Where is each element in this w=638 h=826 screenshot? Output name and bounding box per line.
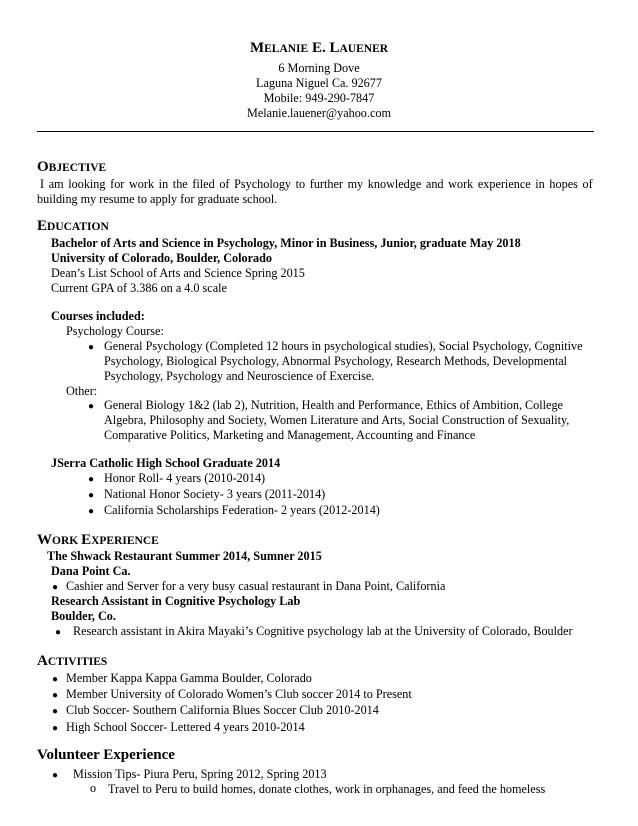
other-courses-line-2: Algebra, Philosophy and Society, Women Literature and Arts, Social Construction of Sexuality, <box>104 413 570 427</box>
address-line-1: 6 Morning Dove <box>278 61 360 75</box>
circle-bullet-icon: o <box>90 781 97 795</box>
other-courses-line-1: General Biology 1&2 (lab 2), Nutrition, Health and Performance, Ethics of Ambition, College <box>104 398 563 412</box>
bullet-icon: ● <box>55 627 62 638</box>
education-heading-initial: E <box>37 218 48 234</box>
job-1-title: The Shwack Restaurant Summer 2014, Sumner 2015 <box>47 549 322 563</box>
high-school-item: California Scholarships Federation- 2 years (2012-2014) <box>104 503 380 517</box>
volunteer-sub-item: Travel to Peru to build homes, donate clothes, work in orphanages, and feed the homeless <box>108 782 546 796</box>
name-middle: E. <box>308 40 330 56</box>
degree-title: Bachelor of Arts and Science in Psychology, Minor in Business, Junior, graduate May 2018 <box>51 236 521 250</box>
objective-line-1: I am looking for work in the filed of Psychology to further my knowledge and work experience in hopes of <box>40 177 593 191</box>
deans-list: Dean’s List School of Arts and Science Spring 2015 <box>51 266 305 280</box>
bullet-icon: ● <box>88 490 95 501</box>
psychology-courses-line-2: Psychology, Biological Psychology, Abnormal Psychology, Research Methods, Developmental <box>104 354 568 368</box>
high-school-title: JSerra Catholic High School Graduate 2014 <box>51 456 281 470</box>
work-heading-rest-2: XPERIENCE <box>91 535 159 547</box>
bullet-icon: ● <box>52 770 59 781</box>
bullet-icon: ● <box>88 506 95 517</box>
work-heading-rest: ORK <box>52 535 82 547</box>
activities-heading-rest: CTIVITIES <box>47 656 108 668</box>
work-heading-initial: W <box>37 532 52 548</box>
mobile-number: Mobile: 949-290-7847 <box>263 91 375 105</box>
bullet-icon: ● <box>52 706 59 717</box>
psychology-courses-line-1: General Psychology (Completed 12 hours in psychological studies), Social Psychology, Cognitive <box>104 339 583 353</box>
email-address: Melanie.lauener@yahoo.com <box>247 106 391 120</box>
other-course-label: Other: <box>66 384 98 398</box>
bullet-icon: ● <box>88 342 95 353</box>
volunteer-item: Mission Tips- Piura Peru, Spring 2012, Spring 2013 <box>73 767 327 781</box>
name-first-initial: M <box>249 40 265 56</box>
activities-heading <box>37 653 107 670</box>
activity-item: Member University of Colorado Women’s Club soccer 2014 to Present <box>66 687 412 701</box>
job-2-title: Research Assistant in Cognitive Psychology Lab <box>51 594 301 608</box>
high-school-item: National Honor Society- 3 years (2011-2014) <box>104 487 326 501</box>
volunteer-heading: Volunteer Experience <box>37 747 175 763</box>
current-gpa: Current GPA of 3.386 on a 4.0 scale <box>51 281 227 295</box>
objective-heading-initial: O <box>37 159 49 175</box>
university-name: University of Colorado, Boulder, Colorado <box>51 251 272 265</box>
objective-line-2: building my resume to apply for graduate school. <box>37 192 278 206</box>
bullet-icon: ● <box>88 474 95 485</box>
psychology-courses-line-3: Psychology, Psychology and Neuroscience of Exercise. <box>104 369 375 383</box>
high-school-item: Honor Roll- 4 years (2010-2014) <box>104 471 266 485</box>
objective-heading-rest: BJECTIVE <box>48 162 107 174</box>
name-last-rest: AUENER <box>339 43 389 55</box>
other-courses-line-3: Comparative Politics, Marketing and Management, Accounting and Finance <box>104 428 476 442</box>
activity-item: High School Soccer- Lettered 4 years 2010-2014 <box>66 720 305 734</box>
activity-item: Member Kappa Kappa Gamma Boulder, Colorado <box>66 671 312 685</box>
activity-item: Club Soccer- Southern California Blues Soccer Club 2010-2014 <box>66 703 379 717</box>
work-heading-initial-2: E <box>81 532 92 548</box>
bullet-icon: ● <box>52 723 59 734</box>
name-first-rest: ELANIE <box>264 43 309 55</box>
bullet-icon: ● <box>52 674 59 685</box>
job-1-duty: Cashier and Server for a very busy casual restaurant in Dana Point, California <box>66 579 446 593</box>
psychology-course-label: Psychology Course: <box>66 324 164 338</box>
courses-label: Courses included: <box>51 309 145 323</box>
job-2-location: Boulder, Co. <box>51 609 116 623</box>
activities-heading-initial: A <box>37 653 48 669</box>
work-experience-heading <box>37 532 159 549</box>
education-heading-rest: DUCATION <box>47 221 109 233</box>
job-1-location: Dana Point Ca. <box>51 564 131 578</box>
education-heading <box>37 218 109 235</box>
resume-name <box>0 38 638 59</box>
bullet-icon: ● <box>52 690 59 701</box>
objective-heading <box>37 159 106 176</box>
job-2-duty: Research assistant in Akira Mayaki’s Cognitive psychology lab at the University of Colorado, Boulder <box>73 624 573 638</box>
name-last-initial: L <box>329 40 340 56</box>
bullet-icon: ● <box>52 582 59 593</box>
header-divider <box>37 131 594 132</box>
bullet-icon: ● <box>88 401 95 412</box>
address-line-2: Laguna Niguel Ca. 92677 <box>256 76 382 90</box>
